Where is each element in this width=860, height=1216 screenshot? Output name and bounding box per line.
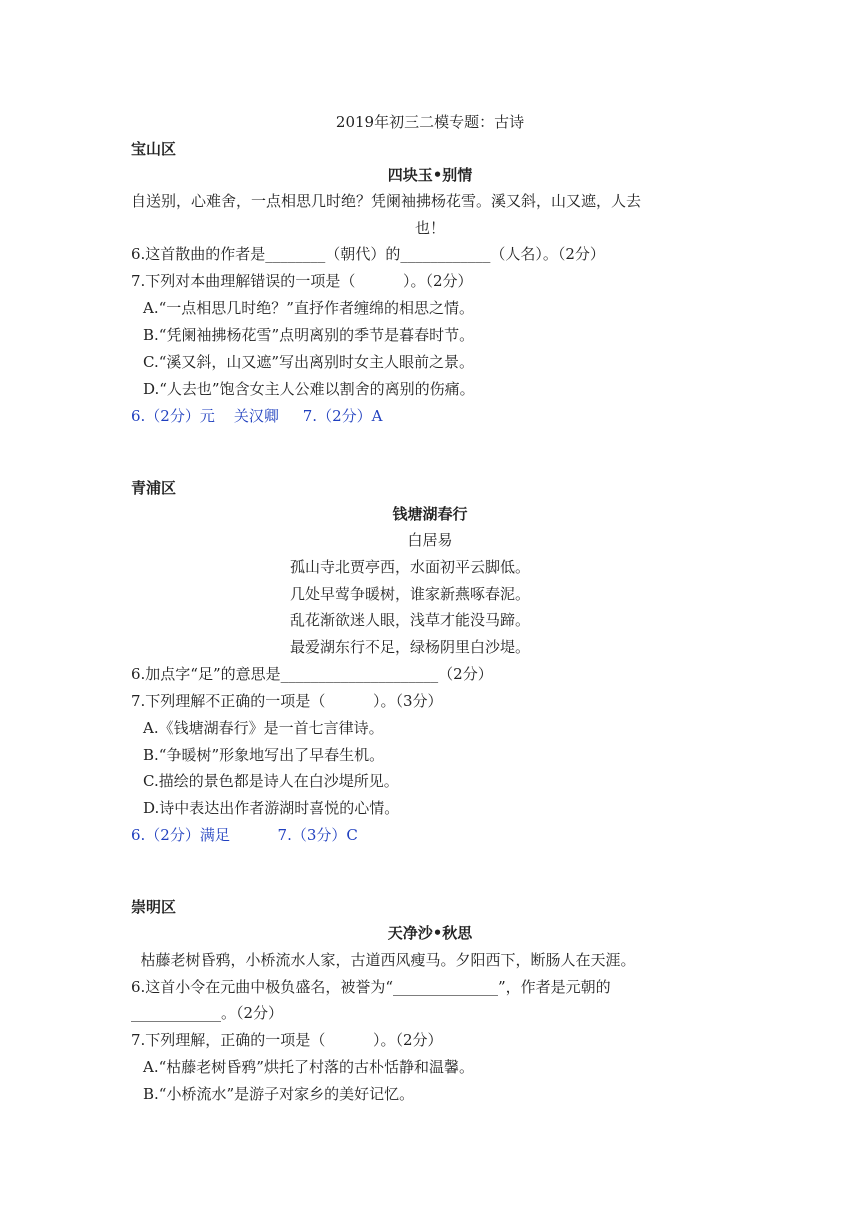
answer-key: 6.（2分）满足 7.（3分）C [131, 826, 358, 844]
question-6: 6.这首散曲的作者是________（朝代）的____________（人名）。（2分） [131, 245, 605, 263]
poem-title: 钱塘湖春行 [392, 505, 468, 523]
district-heading: 青浦区 [131, 479, 177, 497]
poem-text: 自送别，心难舍，一点相思几时绝？凭阑袖拂杨花雪。溪又斜，山又遮，人去 [131, 192, 642, 210]
poem-line: 几处早莺争暖树，谁家新燕啄春泥。 [290, 585, 531, 603]
option-b: B.“凭阑袖拂杨花雪”点明离别的季节是暮春时节。 [143, 326, 475, 344]
option-d: D.诗中表达出作者游湖时喜悦的心情。 [143, 799, 400, 817]
poem-line: 孤山寺北贾亭西，水面初平云脚低。 [290, 558, 531, 576]
answer-key: 6.（2分）元 关汉卿 7.（2分）A [131, 407, 383, 425]
option-a: A.《钱塘湖春行》是一首七言律诗。 [143, 719, 384, 737]
poem-line: 最爱湖东行不足，绿杨阴里白沙堤。 [290, 638, 531, 656]
district-heading: 宝山区 [131, 140, 177, 158]
poem-text: 枯藤老树昏鸦，小桥流水人家，古道西风瘦马。夕阳西下，断肠人在天涯。 [131, 951, 636, 969]
option-c: C.描绘的景色都是诗人在白沙堤所见。 [143, 772, 399, 790]
poem-title: 四块玉•别情 [387, 166, 473, 184]
option-b: B.“争暖树”形象地写出了早春生机。 [143, 746, 385, 764]
poem-line: 乱花渐欲迷人眼，浅草才能没马蹄。 [290, 611, 531, 629]
page-title: 2019年初三二模专题：古诗 [335, 113, 525, 131]
question-7: 7.下列对本曲理解错误的一项是（ ）。（2分） [131, 272, 473, 290]
question-7: 7.下列理解，正确的一项是（ ）。（2分） [131, 1031, 443, 1049]
question-6: 6.加点字“足”的意思是_____________________（2分） [131, 665, 493, 683]
poem-author: 白居易 [407, 531, 453, 549]
option-c: C.“溪又斜，山又遮”写出离别时女主人眼前之景。 [143, 353, 475, 371]
option-a: A.“枯藤老树昏鸦”烘托了村落的古朴恬静和温馨。 [143, 1058, 474, 1076]
option-a: A.“一点相思几时绝？”直抒作者缠绵的相思之情。 [143, 299, 474, 317]
poem-title: 天净沙•秋思 [387, 924, 473, 942]
question-6-continued: ____________。（2分） [131, 1004, 284, 1022]
poem-text: 也！ [414, 219, 445, 237]
option-d: D.“人去也”饱含女主人公难以割舍的离别的伤痛。 [143, 380, 475, 398]
option-b: B.“小桥流水”是游子对家乡的美好记忆。 [143, 1085, 415, 1103]
question-6: 6.这首小令在元曲中极负盛名，被誉为“______________”，作者是元朝的 [131, 978, 611, 996]
district-heading: 崇明区 [131, 898, 177, 916]
question-7: 7.下列理解不正确的一项是（ ）。（3分） [131, 692, 443, 710]
